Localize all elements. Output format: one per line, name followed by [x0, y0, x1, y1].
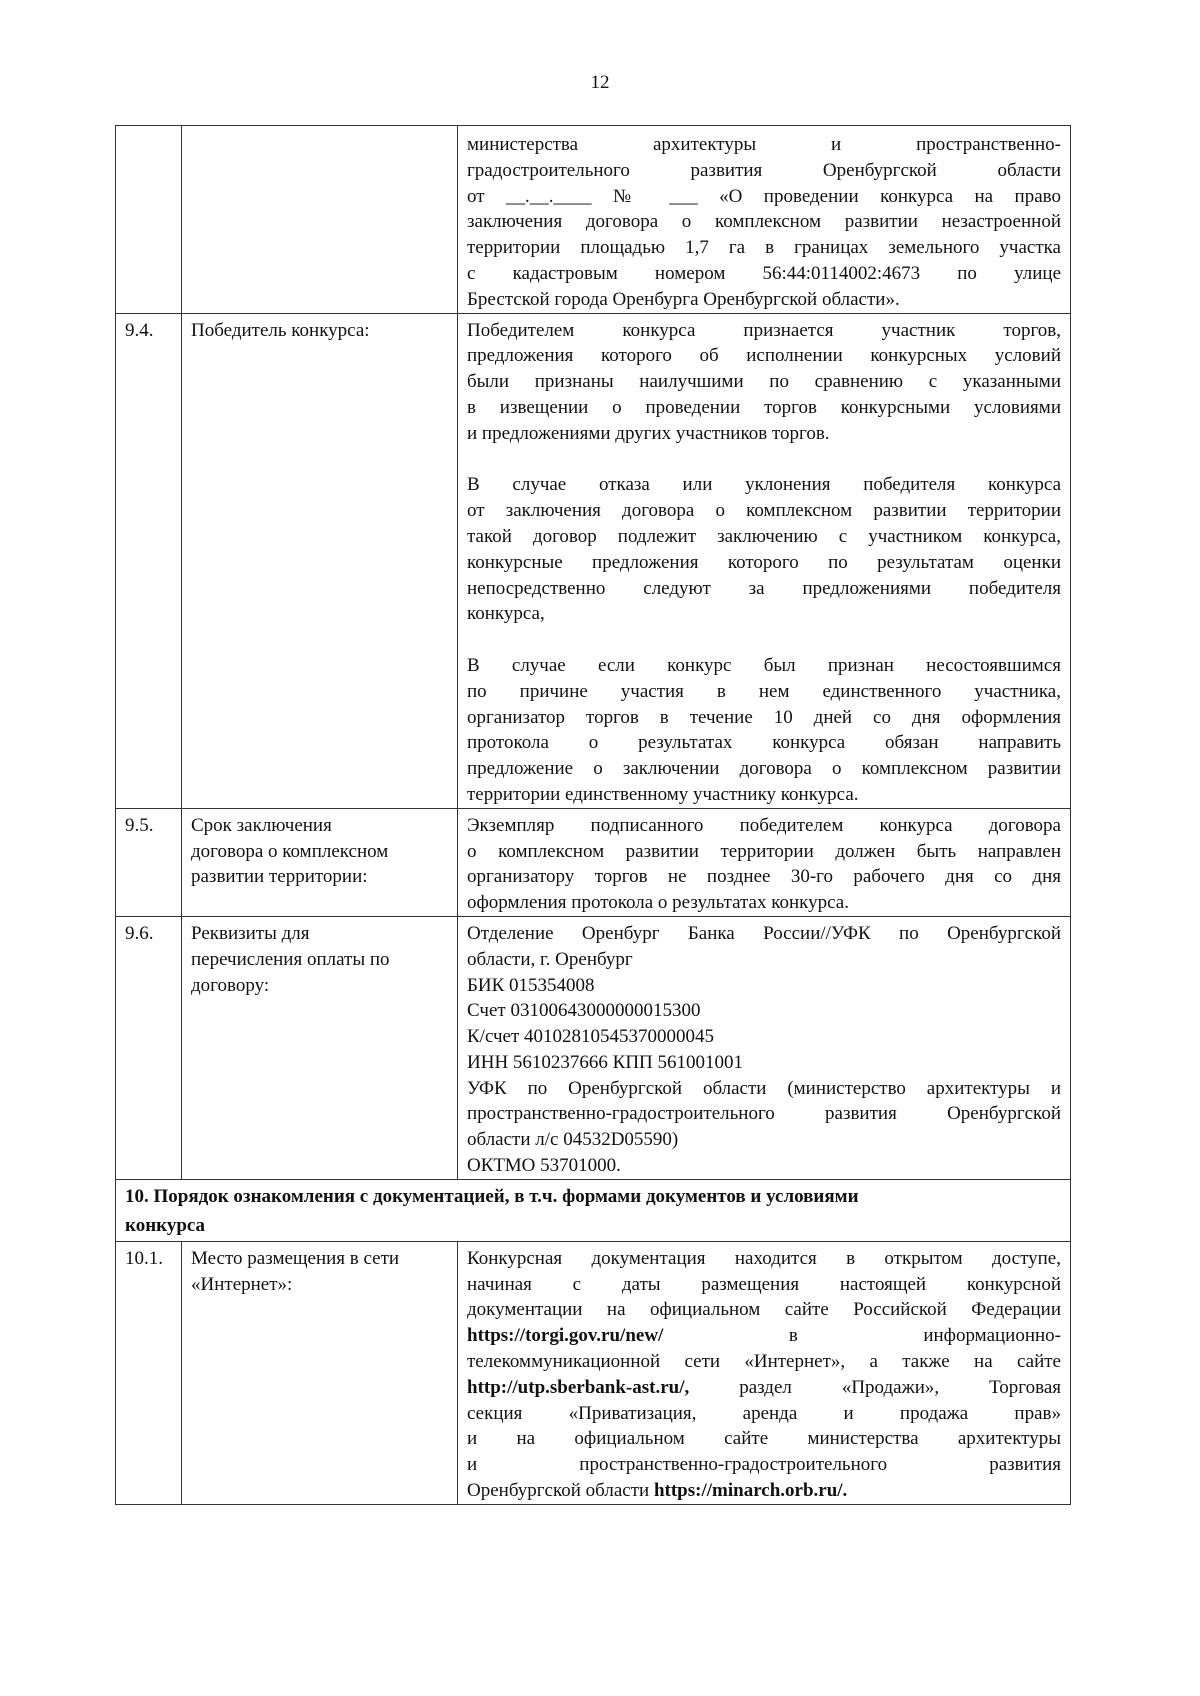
text-line: протокола о результатах конкурса обязан направить [467, 732, 1061, 754]
table-row [116, 808, 1071, 916]
text-span: в информационно- [788, 1325, 1061, 1347]
text-line: телекоммуникационной сети «Интернет», а также на сайте [467, 1351, 1061, 1373]
text-line: с кадастровым номером 56:44:0114002:4673 по улице [467, 262, 1061, 284]
row-number: 9.5. [116, 808, 182, 916]
text-line: Отделение Оренбург Банка России//УФК по Оренбургской [467, 922, 1061, 944]
text-line: организатор торгов в течение 10 дней со дня оформления [467, 706, 1061, 728]
text-line: конкурса, [467, 603, 545, 625]
text-line: предложение о заключении договора о комплексном развитии [467, 758, 1061, 780]
text-line: министерства архитектуры и пространственно- [467, 134, 1061, 155]
label-line: Реквизиты для [191, 922, 310, 944]
text-line: предложения которого об исполнении конкурсных условий [467, 345, 1061, 367]
row-number: 9.6. [116, 916, 182, 1179]
row-label [182, 808, 458, 916]
text-line: К/счет 40102810545370000045 [467, 1026, 715, 1048]
label-line: Победитель конкурса: [191, 319, 370, 341]
text-line: территории единственному участнику конкурса. [467, 783, 859, 805]
text-line: области, г. Оренбург [467, 948, 633, 970]
table-row [116, 313, 1071, 808]
torgi-link[interactable]: https://torgi.gov.ru/new/ [467, 1325, 664, 1347]
text-line [467, 1323, 1061, 1349]
text-span: раздел «Продажи», Торговая [739, 1376, 1061, 1398]
text-line: непосредственно следуют за предложениями победителя [467, 577, 1061, 599]
row-content [458, 808, 1071, 916]
row-label [182, 313, 458, 808]
text-line: от __.__.____ № ___ «О проведении конкурса на право [467, 185, 1061, 207]
text-line: такой договор подлежит заключению с участником конкурса, [467, 525, 1061, 547]
text-line: о комплексном развитии территории должен быть направлен [467, 840, 1061, 862]
text-line: территории площадью 1,7 га в границах земельного участка [467, 237, 1061, 259]
text-line: пространственно-градостроительного развития Оренбургской [467, 1103, 1061, 1125]
paragraph-gap [467, 447, 1061, 473]
table-row [116, 916, 1071, 1179]
text-line: Счет 03100643000000015300 [467, 1000, 701, 1022]
text-line [467, 1478, 1061, 1504]
row-number [116, 126, 182, 314]
text-line: в извещении о проведении торгов конкурсными условиями [467, 396, 1061, 418]
text-line: начиная с даты размещения настоящей конкурсной [467, 1273, 1061, 1295]
text-line: Экземпляр подписанного победителем конкурса договора [467, 814, 1061, 836]
text-line: документации на официальном сайте Российской Федерации [467, 1299, 1061, 1321]
row-number: 10.1. [116, 1241, 182, 1504]
text-line: градостроительного развития Оренбургской области [467, 159, 1061, 181]
text-line: и пространственно-градостроительного развития [467, 1454, 1061, 1476]
row-content [458, 126, 1071, 314]
text-line: оформления протокола о результатах конкурса. [467, 892, 849, 914]
paragraph-gap [467, 627, 1061, 653]
label-line: развитии территории: [191, 866, 368, 888]
label-line: договору: [191, 974, 270, 996]
text-line: секция «Приватизация, аренда и продажа прав» [467, 1402, 1061, 1424]
text-line: заключения договора о комплексном развитии незастроенной [467, 211, 1061, 233]
label-line: «Интернет»: [191, 1273, 293, 1295]
text-line: от заключения договора о комплексном развитии территории [467, 500, 1061, 522]
page-number: 12 [590, 72, 610, 93]
text-line: ИНН 5610237666 КПП 561001001 [467, 1051, 744, 1073]
text-line: Брестской города Оренбурга Оренбургской области». [467, 288, 900, 310]
text-line: Победителем конкурса признается участник торгов, [467, 319, 1061, 341]
text-line: и предложениями других участников торгов. [467, 422, 830, 444]
text-line: были признаны наилучшими по сравнению с указанными [467, 371, 1061, 393]
text-line: ОКТМО 53701000. [467, 1155, 621, 1177]
text-line: по причине участия в нем единственного участника, [467, 680, 1061, 702]
table-row [116, 126, 1071, 314]
text-line: Конкурсная документация находится в открытом доступе, [467, 1247, 1061, 1269]
row-number: 9.4. [116, 313, 182, 808]
row-label [182, 916, 458, 1179]
contest-table [115, 125, 1071, 1505]
row-label [182, 1241, 458, 1504]
minarch-link[interactable]: https://minarch.orb.ru/. [653, 1480, 848, 1502]
sberbank-link[interactable]: http://utp.sberbank-ast.ru/, [467, 1376, 690, 1398]
row-label [182, 126, 458, 314]
row-content [458, 1241, 1071, 1504]
text-line [467, 1375, 1061, 1401]
section-title-cont: конкурса [125, 1214, 206, 1236]
row-content [458, 916, 1071, 1179]
section-title: 10. Порядок ознакомления с документацией, в т.ч. формами документов и условиями [125, 1185, 859, 1207]
row-content [458, 313, 1071, 808]
section-10-header [116, 1179, 1071, 1241]
text-line: В случае отказа или уклонения победителя конкурса [467, 474, 1061, 496]
text-line: конкурсные предложения которого по результатам оценки [467, 551, 1061, 573]
text-line: УФК по Оренбургской области (министерство архитектуры и [467, 1077, 1061, 1099]
text-line: области л/с 04532D05590) [467, 1129, 679, 1151]
text-line: В случае если конкурс был признан несостоявшимся [467, 654, 1061, 676]
text-line: организатору торгов не позднее 30-го рабочего дня со дня [467, 866, 1061, 888]
label-line: Место размещения в сети [191, 1247, 400, 1269]
text-span: Оренбургской области [467, 1480, 654, 1502]
text-line: БИК 015354008 [467, 974, 595, 996]
label-line: договора о комплексном [191, 840, 389, 862]
label-line: Срок заключения [191, 814, 332, 836]
table-row-10-1 [116, 1241, 1071, 1504]
label-line: перечисления оплаты по [191, 948, 390, 970]
text-line: и на официальном сайте министерства архитектуры [467, 1428, 1061, 1450]
